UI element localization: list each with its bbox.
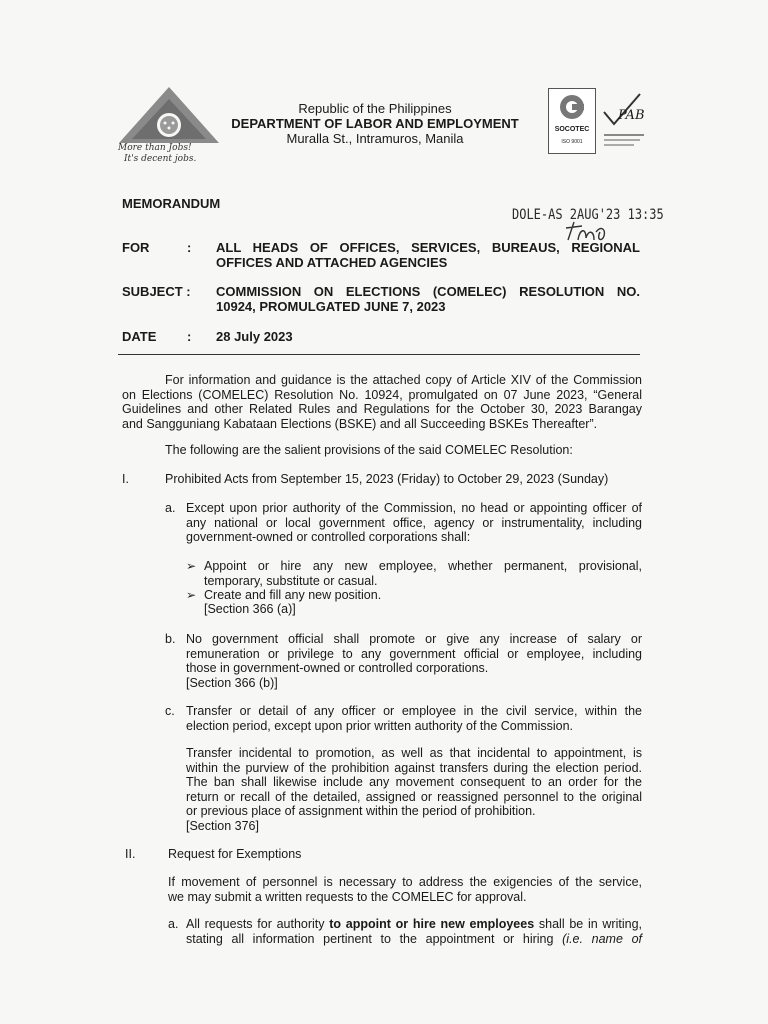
item-a-reference: [Section 366 (a)] — [204, 602, 296, 616]
letterhead-department: DEPARTMENT OF LABOR AND EMPLOYMENT — [231, 116, 519, 131]
date-value: 28 July 2023 — [216, 329, 293, 344]
subject-value: COMMISSION ON ELECTIONS (COMELEC) RESOLUTION NO. 10924, PROMULGATED JUNE 7, 2023 — [216, 284, 640, 314]
item-c-text: Transfer or detail of any officer or employee in the civil service, within the election period, except upon prior written authority of the Commission. — [186, 704, 642, 733]
dole-logo — [114, 85, 224, 180]
item-c-marker: c. — [165, 704, 175, 718]
letterhead — [225, 101, 525, 146]
bullet-appoint: Appoint or hire any new employee, whether permanent, provisional, temporary, substitute or casual. — [204, 559, 642, 588]
item-a-text: Except upon prior authority of the Commission, no head or appointing officer of any national or local government office, agency or instrumentality, including government-owned or controlled corporations shall: — [186, 501, 642, 544]
intro-paragraph: For information and guidance is the attached copy of Article XIV of the Commission on Elections (COMELEC) Resolution No. 10924, promulgated on 07 June 2023, “General Guidelines and other Related Rules and Regulations for the October 30, 2023 Barangay and Sangguniang Kabataan Elections (BSKE) and all Succeeding BSKEs Thereafter”. — [122, 373, 642, 431]
subject-label: SUBJECT : — [122, 284, 191, 299]
item-b-text: No government official shall promote or give any increase of salary or remuneration or privilege to any government official or employee, including those in government-owned or controlled corporations. [Section 366 (b)] — [186, 632, 642, 690]
logo-tagline: More than Jobs! It's decent jobs. — [118, 143, 197, 164]
salient-intro: The following are the salient provisions of the said COMELEC Resolution: — [165, 443, 573, 457]
for-label: FOR — [122, 240, 150, 255]
socotec-logo: SOCOTEC ISO 9001 — [548, 88, 596, 154]
bullet-create: Create and fill any new position. — [204, 588, 382, 602]
pab-logo: PAB — [600, 90, 648, 152]
certification-logos — [548, 88, 648, 158]
section-1-title: Prohibited Acts from September 15, 2023 (Friday) to October 29, 2023 (Sunday) — [165, 472, 609, 486]
section-2-number: II. — [125, 847, 136, 861]
item-2a-marker: a. — [168, 917, 179, 931]
socotec-icon — [549, 89, 595, 129]
section-2-intro: If movement of personnel is necessary to address the exigencies of the service, we may submit a written requests to the COMELEC for approval. — [168, 875, 642, 904]
section-1-number: I. — [122, 472, 129, 486]
item-2a-text: All requests for authority to appoint or hire new employees shall be in writing, stating all information pertinent to the appointment or hiring (i.e. name of — [186, 917, 642, 946]
item-c-detail: Transfer incidental to promotion, as well as that incidental to appointment, is within the purview of the prohibition against transfers during the election period. The ban shall likewise include any movement consequent to an order for the return or recall of the detailed, assigned or reassigned personnel to the original or previous place of assignment within the period of prohibition. [Section 376] — [186, 746, 642, 833]
date-colon: : — [187, 329, 192, 344]
section-2-title: Request for Exemptions — [168, 847, 302, 861]
header-divider — [118, 354, 640, 355]
for-colon: : — [187, 240, 192, 255]
letterhead-republic: Republic of the Philippines — [298, 101, 452, 116]
received-stamp: DOLE-AS 2AUG'23 13:35 — [512, 205, 664, 223]
item-a-marker: a. — [165, 501, 176, 515]
dole-triangle-logo-icon — [114, 85, 224, 180]
memo-title: MEMORANDUM — [122, 196, 221, 211]
item-b-marker: b. — [165, 632, 176, 646]
bullet-arrow-icon: ➢ — [186, 559, 197, 573]
date-label: DATE — [122, 329, 157, 344]
letterhead-address: Muralla St., Intramuros, Manila — [286, 131, 464, 146]
for-value: ALL HEADS OF OFFICES, SERVICES, BUREAUS, REGIONAL OFFICES AND ATTACHED AGENCIES — [216, 240, 640, 270]
bullet-arrow-icon: ➢ — [186, 588, 197, 602]
